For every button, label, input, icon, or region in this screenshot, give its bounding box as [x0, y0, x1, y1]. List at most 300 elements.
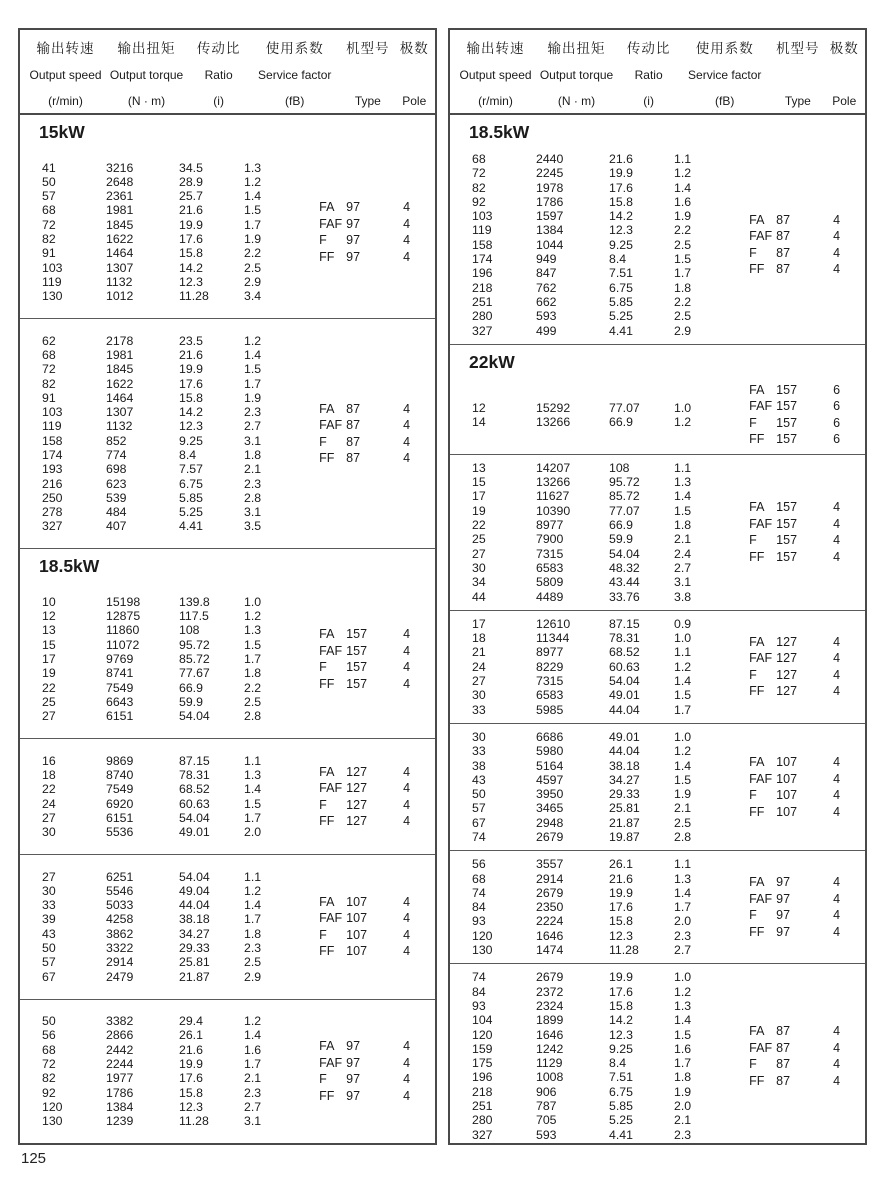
cell-ratio: 5.85 [609, 294, 633, 309]
cell-ratio: 34.27 [609, 772, 640, 787]
cell-service-factor: 1.7 [244, 810, 262, 825]
cell-ratio: 25.81 [609, 801, 640, 816]
type-pole: 6 [833, 382, 841, 397]
header-label-zh: 输出扭矩 [117, 41, 176, 56]
cell-output-torque: 1845 [106, 362, 134, 377]
type-row [319, 676, 435, 693]
cell-output-speed: 43 [42, 926, 56, 941]
cell-service-factor: 2.0 [244, 825, 262, 840]
cell-service-factor: 1.4 [674, 1013, 692, 1028]
type-row [319, 943, 435, 960]
header-label-zh: 输出扭矩 [547, 41, 606, 56]
cell-ratio: 17.6 [179, 1071, 203, 1086]
type-size: 157 [776, 415, 798, 430]
cell-output-torque: 852 [106, 433, 127, 448]
cell-output-speed: 92 [42, 1085, 56, 1100]
cell-service-factor: 1.4 [244, 898, 262, 913]
cell-output-speed: 74 [472, 829, 486, 844]
cell-ratio: 77.67 [179, 666, 210, 681]
cell-output-torque: 3465 [536, 801, 564, 816]
cell-output-speed: 72 [42, 362, 56, 377]
header-label-en: Service factor [258, 68, 332, 82]
cell-service-factor: 1.2 [674, 659, 692, 674]
cell-output-speed: 158 [472, 237, 493, 252]
data-block [450, 723, 865, 850]
cell-output-speed: 18 [472, 631, 486, 646]
data-block [450, 963, 865, 1148]
cell-output-torque: 15292 [536, 400, 571, 415]
cell-output-speed: 12 [42, 609, 56, 624]
cell-output-speed: 21 [472, 645, 486, 660]
cell-output-torque: 10390 [536, 503, 571, 518]
type-row [749, 1056, 865, 1073]
cell-service-factor: 1.7 [244, 652, 262, 667]
data-row [42, 218, 319, 232]
data-row [42, 203, 319, 217]
header-label-zh: 传动比 [196, 41, 241, 56]
cell-output-torque: 1597 [536, 209, 564, 224]
block-types [749, 499, 865, 565]
block-rows [20, 161, 319, 304]
data-row [472, 504, 749, 518]
cell-ratio: 66.9 [179, 680, 203, 695]
type-model: FF [749, 432, 765, 447]
block-types [319, 894, 435, 960]
type-model: FF [319, 249, 335, 264]
cell-ratio: 139.8 [179, 594, 210, 609]
cell-output-speed: 19 [472, 503, 486, 518]
block-types [749, 874, 865, 940]
data-row [472, 590, 749, 604]
cell-output-torque: 698 [106, 462, 127, 477]
cell-output-torque: 2866 [106, 1028, 134, 1043]
data-row [472, 730, 749, 744]
cell-output-torque: 9869 [106, 753, 134, 768]
type-row [749, 516, 865, 533]
cell-output-torque: 2324 [536, 998, 564, 1013]
type-pole: 4 [403, 1039, 411, 1054]
type-model: FA [319, 401, 335, 416]
cell-service-factor: 1.1 [674, 152, 692, 166]
cell-ratio: 7.51 [609, 266, 633, 281]
type-model: FF [319, 676, 335, 691]
cell-output-torque: 1977 [106, 1071, 134, 1086]
cell-service-factor: 1.7 [674, 1056, 692, 1071]
cell-ratio: 7.57 [179, 462, 203, 477]
type-pole: 4 [833, 924, 841, 939]
cell-output-torque: 539 [106, 490, 127, 505]
type-size: 127 [776, 651, 798, 666]
cell-output-torque: 2679 [536, 829, 564, 844]
cell-service-factor: 1.8 [674, 280, 692, 295]
type-model: FAF [749, 771, 773, 786]
cell-output-speed: 22 [472, 518, 486, 533]
cell-output-torque: 499 [536, 323, 557, 338]
data-row [42, 1028, 319, 1042]
cell-output-torque: 13266 [536, 414, 571, 429]
cell-output-torque: 762 [536, 280, 557, 295]
type-size: 107 [346, 894, 368, 909]
cell-output-speed: 30 [42, 825, 56, 840]
type-size: 97 [776, 875, 791, 890]
type-size: 157 [776, 533, 798, 548]
data-row [42, 797, 319, 811]
type-size: 157 [346, 660, 368, 675]
data-row [472, 929, 749, 943]
data-row [472, 744, 749, 758]
type-size: 87 [346, 434, 361, 449]
type-pole: 4 [403, 401, 411, 416]
data-row [472, 518, 749, 532]
cell-service-factor: 0.9 [674, 616, 692, 631]
cell-service-factor: 2.2 [674, 223, 692, 238]
type-size: 97 [776, 908, 791, 923]
type-model: FAF [319, 643, 343, 658]
type-size: 107 [346, 927, 368, 942]
cell-output-speed: 16 [42, 753, 56, 768]
cell-ratio: 85.72 [609, 489, 640, 504]
data-row [42, 898, 319, 912]
header-column-3 [679, 37, 770, 108]
cell-output-torque: 2440 [536, 152, 564, 166]
cell-output-speed: 22 [42, 782, 56, 797]
cell-service-factor: 2.1 [674, 1113, 692, 1128]
cell-ratio: 23.5 [179, 333, 203, 348]
cell-output-speed: 57 [42, 189, 56, 204]
data-row [472, 900, 749, 914]
data-row [472, 1056, 749, 1070]
cell-service-factor: 1.7 [244, 217, 262, 232]
block-types [749, 1023, 865, 1089]
data-row [472, 281, 749, 295]
type-model: FAF [749, 229, 773, 244]
data-row [42, 434, 319, 448]
data-row [472, 181, 749, 195]
data-block [20, 738, 435, 854]
type-pole: 4 [403, 1055, 411, 1070]
cell-output-torque: 407 [106, 519, 127, 534]
header-label-zh: 输出转速 [466, 41, 525, 56]
cell-ratio: 25.81 [179, 955, 210, 970]
cell-service-factor: 2.2 [244, 680, 262, 695]
type-row [319, 764, 435, 781]
cell-output-torque: 1239 [106, 1114, 134, 1129]
cell-ratio: 77.07 [609, 503, 640, 518]
cell-ratio: 34.27 [179, 926, 210, 941]
type-row [319, 780, 435, 797]
cell-output-speed: 33 [472, 702, 486, 717]
type-pole: 4 [833, 891, 841, 906]
table-header [450, 30, 865, 115]
cell-output-torque: 1012 [106, 289, 134, 304]
data-row [472, 660, 749, 674]
cell-service-factor: 1.2 [244, 1014, 262, 1029]
cell-ratio: 33.76 [609, 589, 640, 604]
type-model: FF [319, 451, 335, 466]
cell-output-speed: 34 [472, 575, 486, 590]
type-pole: 4 [833, 1024, 841, 1039]
cell-service-factor: 2.0 [674, 914, 692, 929]
cell-output-speed: 15 [472, 475, 486, 490]
cell-service-factor: 1.4 [244, 347, 262, 362]
data-row [472, 209, 749, 223]
type-size: 157 [776, 399, 798, 414]
cell-output-torque: 11627 [536, 489, 570, 504]
data-row [472, 1099, 749, 1113]
data-row [42, 348, 319, 362]
type-model: FF [749, 549, 765, 564]
type-size: 97 [776, 891, 791, 906]
cell-service-factor: 3.1 [244, 433, 262, 448]
data-row [42, 768, 319, 782]
type-row [749, 771, 865, 788]
header-column-1 [535, 37, 618, 108]
cell-service-factor: 1.6 [674, 194, 692, 209]
cell-ratio: 8.4 [609, 252, 627, 267]
cell-service-factor: 1.2 [674, 414, 692, 429]
cell-ratio: 19.87 [609, 829, 640, 844]
data-row [42, 419, 319, 433]
cell-output-torque: 2442 [106, 1042, 134, 1057]
cell-output-torque: 2245 [536, 166, 564, 181]
cell-output-speed: 44 [472, 589, 486, 604]
table-body [450, 115, 865, 1143]
cell-output-torque: 2679 [536, 885, 564, 900]
cell-service-factor: 2.1 [244, 1071, 262, 1086]
header-label-en: Output speed [459, 68, 532, 82]
cell-output-speed: 82 [42, 376, 56, 391]
cell-output-speed: 72 [42, 1056, 56, 1071]
data-row [472, 266, 749, 280]
block-types [749, 634, 865, 700]
cell-output-torque: 484 [106, 505, 127, 520]
cell-output-speed: 218 [472, 1084, 493, 1099]
header-label-en: Output speed [29, 68, 102, 82]
cell-ratio: 87.15 [179, 753, 210, 768]
cell-service-factor: 3.4 [244, 289, 262, 304]
cell-ratio: 5.85 [179, 490, 203, 505]
cell-service-factor: 2.3 [244, 405, 262, 420]
cell-output-speed: 251 [472, 294, 493, 309]
cell-output-torque: 2361 [106, 189, 134, 204]
type-row [749, 754, 865, 771]
type-pole: 4 [833, 500, 841, 515]
type-model: FA [749, 1024, 765, 1039]
data-row [42, 477, 319, 491]
data-row [42, 754, 319, 768]
cell-service-factor: 3.1 [244, 1114, 262, 1129]
cell-ratio: 12.3 [609, 928, 633, 943]
cell-output-speed: 93 [472, 914, 486, 929]
data-row [472, 857, 749, 871]
cell-output-speed: 280 [472, 1113, 493, 1128]
type-model: FAF [749, 516, 773, 531]
type-model: F [319, 1072, 327, 1087]
cell-output-speed: 216 [42, 476, 63, 491]
header-unit: Type [784, 94, 811, 108]
cell-ratio: 17.6 [179, 376, 203, 391]
cell-output-speed: 119 [42, 419, 62, 434]
cell-output-torque: 11344 [536, 631, 570, 646]
cell-ratio: 66.9 [609, 518, 633, 533]
data-row [472, 152, 749, 166]
data-row [42, 623, 319, 637]
header-column-5 [395, 37, 433, 108]
cell-ratio: 60.63 [609, 659, 640, 674]
cell-ratio: 26.1 [609, 857, 633, 872]
data-row [472, 166, 749, 180]
type-size: 87 [776, 245, 791, 260]
cell-service-factor: 1.7 [244, 1056, 262, 1071]
cell-output-speed: 68 [472, 152, 486, 166]
cell-output-torque: 1899 [536, 1013, 564, 1028]
cell-output-speed: 193 [42, 462, 63, 477]
cell-output-speed: 50 [472, 787, 486, 802]
cell-service-factor: 2.7 [674, 560, 692, 575]
type-size: 87 [776, 1073, 791, 1088]
type-pole: 4 [833, 516, 841, 531]
cell-ratio: 8.4 [179, 448, 197, 462]
cell-service-factor: 1.5 [674, 772, 692, 787]
type-pole: 4 [833, 755, 841, 770]
data-row [472, 914, 749, 928]
data-row [42, 870, 319, 884]
type-pole: 4 [403, 418, 411, 433]
data-row [42, 666, 319, 680]
cell-service-factor: 1.4 [674, 674, 692, 689]
data-row [42, 638, 319, 652]
cell-output-speed: 19 [42, 666, 56, 681]
cell-service-factor: 1.1 [674, 645, 692, 660]
type-pole: 4 [403, 660, 411, 675]
cell-output-torque: 593 [536, 309, 557, 324]
type-model: F [749, 788, 757, 803]
cell-service-factor: 1.4 [674, 885, 692, 900]
type-pole: 4 [833, 1057, 841, 1072]
cell-ratio: 9.25 [179, 433, 203, 448]
type-size: 87 [346, 418, 361, 433]
cell-ratio: 95.72 [179, 637, 210, 652]
type-pole: 4 [833, 788, 841, 803]
cell-output-torque: 787 [536, 1099, 557, 1114]
data-row [42, 189, 319, 203]
data-row [42, 1114, 319, 1128]
cell-output-speed: 17 [472, 616, 486, 631]
cell-output-speed: 92 [472, 194, 486, 209]
data-row [42, 391, 319, 405]
cell-output-speed: 91 [42, 390, 56, 405]
cell-output-torque: 7549 [106, 680, 134, 695]
cell-output-torque: 6151 [106, 709, 134, 724]
block-rows [450, 730, 749, 844]
type-model: FF [319, 1088, 335, 1103]
type-row [749, 499, 865, 516]
data-row [472, 816, 749, 830]
type-pole: 4 [403, 781, 411, 796]
header-label-zh: 使用系数 [695, 41, 754, 56]
cell-output-torque: 9769 [106, 652, 134, 667]
data-row [472, 415, 749, 429]
data-row [472, 1113, 749, 1127]
header-label-zh: 输出转速 [36, 41, 95, 56]
cell-service-factor: 3.5 [244, 519, 262, 534]
data-row [472, 787, 749, 801]
type-size: 127 [776, 684, 798, 699]
cell-ratio: 9.25 [609, 1041, 633, 1056]
cell-output-torque: 6643 [106, 694, 134, 709]
header-unit: (i) [643, 94, 654, 108]
cell-ratio: 14.2 [609, 209, 633, 224]
cell-ratio: 66.9 [609, 414, 633, 429]
data-row [472, 324, 749, 338]
cell-output-torque: 3216 [106, 160, 134, 175]
type-pole: 4 [403, 944, 411, 959]
type-size: 127 [346, 781, 368, 796]
cell-output-speed: 27 [472, 674, 486, 689]
cell-service-factor: 1.7 [244, 912, 262, 927]
data-row [472, 475, 749, 489]
cell-ratio: 95.72 [609, 475, 640, 490]
cell-service-factor: 1.4 [674, 180, 692, 195]
type-pole: 4 [833, 212, 841, 227]
cell-service-factor: 2.4 [674, 546, 692, 561]
cell-ratio: 108 [179, 623, 200, 638]
data-row [472, 999, 749, 1013]
cell-ratio: 4.41 [609, 1127, 633, 1142]
cell-service-factor: 2.5 [674, 815, 692, 830]
type-size: 107 [776, 771, 798, 786]
data-block [450, 146, 865, 344]
data-block [20, 854, 435, 998]
cell-ratio: 21.6 [179, 203, 203, 218]
type-model: FAF [749, 1040, 773, 1055]
cell-ratio: 29.33 [609, 787, 640, 802]
cell-output-speed: 30 [472, 729, 486, 744]
cell-output-torque: 2479 [106, 969, 134, 984]
data-row [472, 886, 749, 900]
cell-output-torque: 1845 [106, 217, 134, 232]
type-row [749, 1040, 865, 1057]
cell-output-speed: 50 [42, 1014, 56, 1029]
type-row [749, 212, 865, 229]
type-size: 127 [346, 797, 368, 812]
type-row [319, 199, 435, 216]
type-model: FAF [319, 911, 343, 926]
type-row [319, 1071, 435, 1088]
data-row [472, 970, 749, 984]
cell-output-speed: 33 [472, 744, 486, 759]
cell-output-speed: 280 [472, 309, 493, 324]
cell-output-speed: 27 [42, 869, 56, 884]
header-unit: (i) [213, 94, 224, 108]
type-row [749, 549, 865, 566]
cell-service-factor: 1.4 [244, 1028, 262, 1043]
cell-ratio: 5.25 [609, 1113, 633, 1128]
type-size: 157 [346, 676, 368, 691]
type-size: 87 [776, 1040, 791, 1055]
cell-output-torque: 8977 [536, 645, 564, 660]
cell-ratio: 49.01 [179, 825, 210, 840]
cell-output-speed: 27 [472, 546, 486, 561]
data-row [472, 223, 749, 237]
data-row [472, 547, 749, 561]
cell-service-factor: 1.5 [674, 503, 692, 518]
cell-ratio: 9.25 [609, 237, 633, 252]
cell-ratio: 11.28 [179, 289, 209, 304]
data-row [472, 943, 749, 957]
type-size: 127 [776, 667, 798, 682]
type-row [319, 927, 435, 944]
